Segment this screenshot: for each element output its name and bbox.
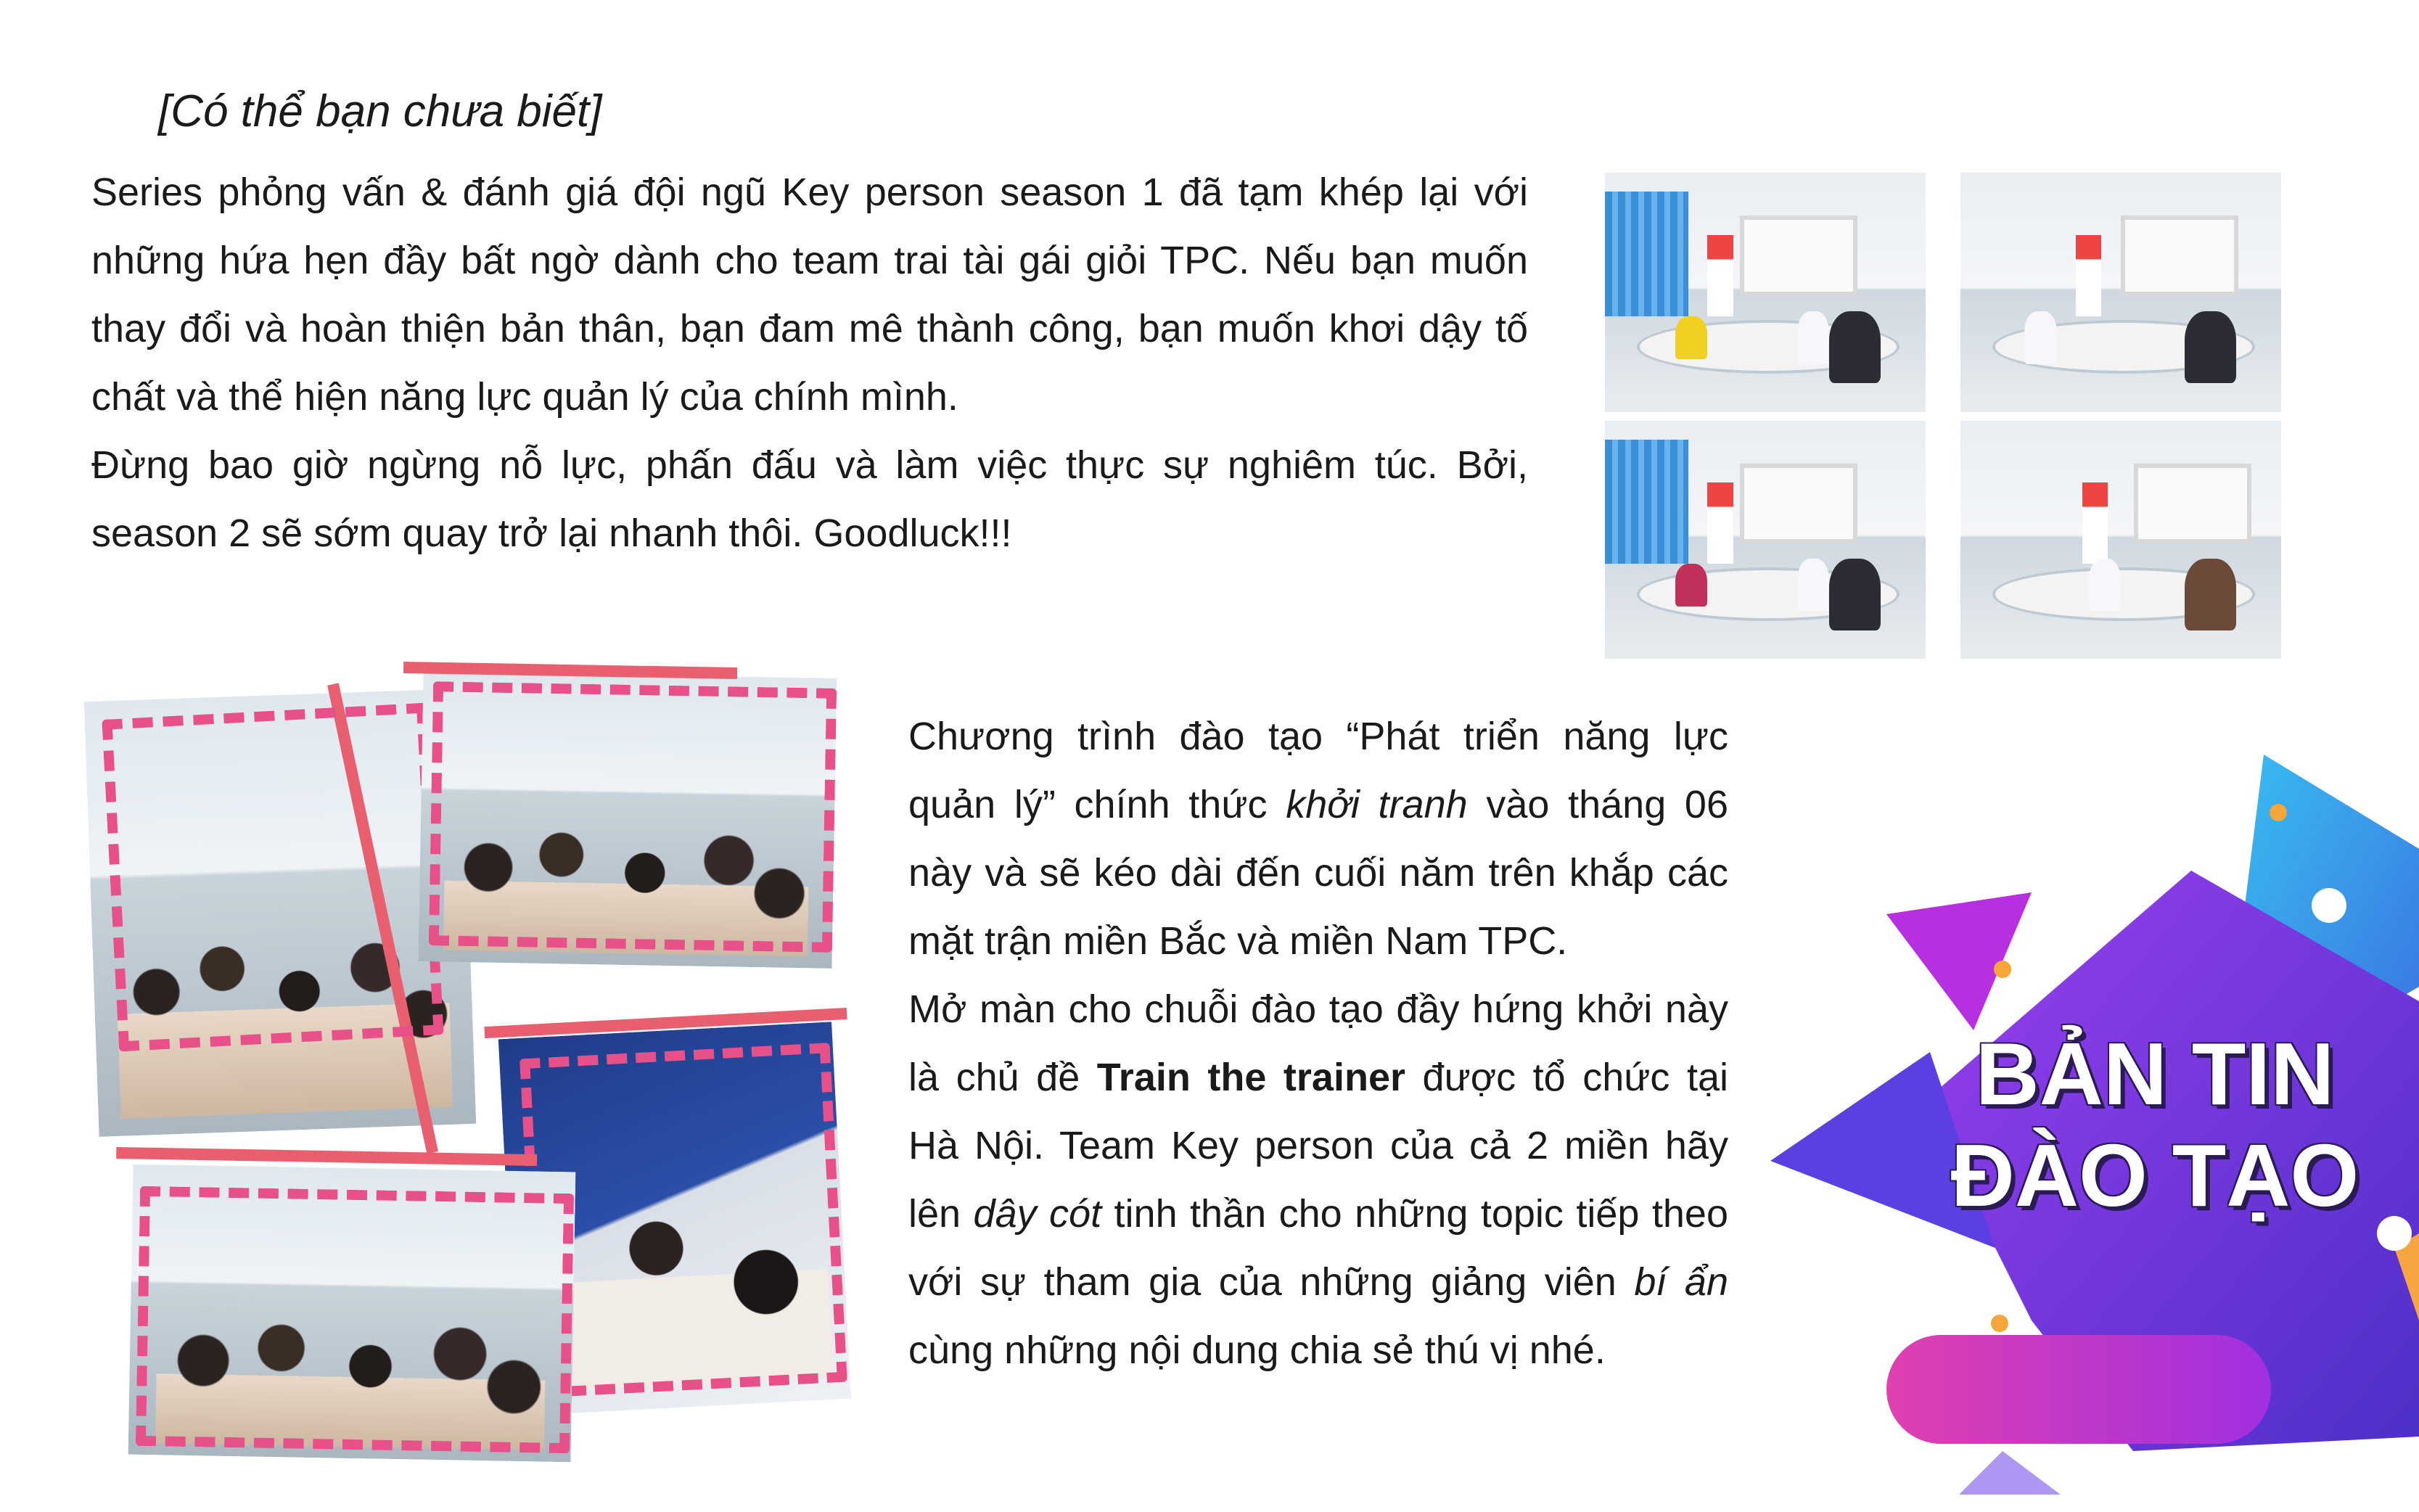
program-paragraph-1: [908, 702, 1728, 975]
program-p2-emphasis-1: dây cót: [973, 1192, 1102, 1236]
program-paragraph-2: [908, 975, 1728, 1384]
badge-title-line-2: ĐÀO TẠO: [1950, 1126, 2360, 1225]
program-p2-text-3: tinh thần cho những topic tiếp theo với sự tham gia của những giảng viên: [908, 1192, 1728, 1304]
training-photo-4: [128, 1164, 576, 1463]
meeting-photo-3: [1605, 421, 1926, 659]
meeting-photo-2: [1960, 173, 2281, 412]
badge-title-line-1: BẢN TIN: [1975, 1024, 2335, 1123]
badge-pink-pill: [1886, 1335, 2271, 1444]
badge-dot-orange-1: [2270, 804, 2287, 821]
badge-light-triangle: [1959, 1451, 2061, 1495]
intro-heading: [Có thể bạn chưa biết]: [158, 86, 602, 136]
badge-dot-orange-3: [1991, 1315, 2008, 1332]
program-p1-text: Chương trình đào tạo “Phát triển năng lực quản lý” chính thức: [908, 715, 1728, 826]
badge-dot-orange-2: [1994, 961, 2011, 978]
badge-title: [1930, 1023, 2380, 1226]
intro-paragraph-2: Đừng bao giờ ngừng nỗ lực, phấn đấu và làm việc thực sự nghiêm túc. Bởi, season 2 sẽ sớm quay trở lại nhanh thôi. Goodluck!!!: [91, 443, 1528, 555]
badge-dot-white-1: [2312, 888, 2346, 923]
intro-paragraph-1: Series phỏng vấn & đánh giá đội ngũ Key person season 1 đã tạm khép lại với những hứa hẹn đầy bất ngờ dành cho team trai tài gái giỏi TPC. Nếu bạn muốn thay đổi và hoàn thiện bản thân, bạn đam mê thành công, bạn muốn khơi dậy tố chất và thể hiện năng lực quản lý của chính mình.: [91, 170, 1528, 419]
program-p2-topic: Train the trainer: [1096, 1056, 1405, 1099]
badge-magenta-triangle: [1886, 892, 2032, 1030]
program-p1-emphasis: khởi tranh: [1286, 783, 1468, 826]
program-p2-text-4: cùng những nội dung chia sẻ thú vị nhé.: [908, 1328, 1606, 1372]
training-photo-1: [84, 689, 477, 1137]
program-p2-emphasis-2: bí ẩn: [1634, 1260, 1728, 1304]
program-p2-text-2: được tổ chức tại Hà Nội. Team Key person của cả 2 miền hãy lên: [908, 1056, 1729, 1236]
meeting-photo-4: [1960, 421, 2281, 659]
program-text: [908, 702, 1728, 1384]
intro-text: [91, 158, 1528, 567]
program-p1-text-end: vào tháng 06 này và sẽ kéo dài đến cuối năm trên khắp các mặt trận miền Bắc và miền Nam TPC.: [908, 783, 1728, 963]
badge-dot-white-2: [2377, 1216, 2412, 1251]
training-photo-2: [419, 671, 837, 969]
meeting-photo-1: [1605, 173, 1926, 412]
program-p2-text: Mở màn cho chuỗi đào tạo đầy hứng khởi này là chủ đề: [908, 987, 1728, 1099]
